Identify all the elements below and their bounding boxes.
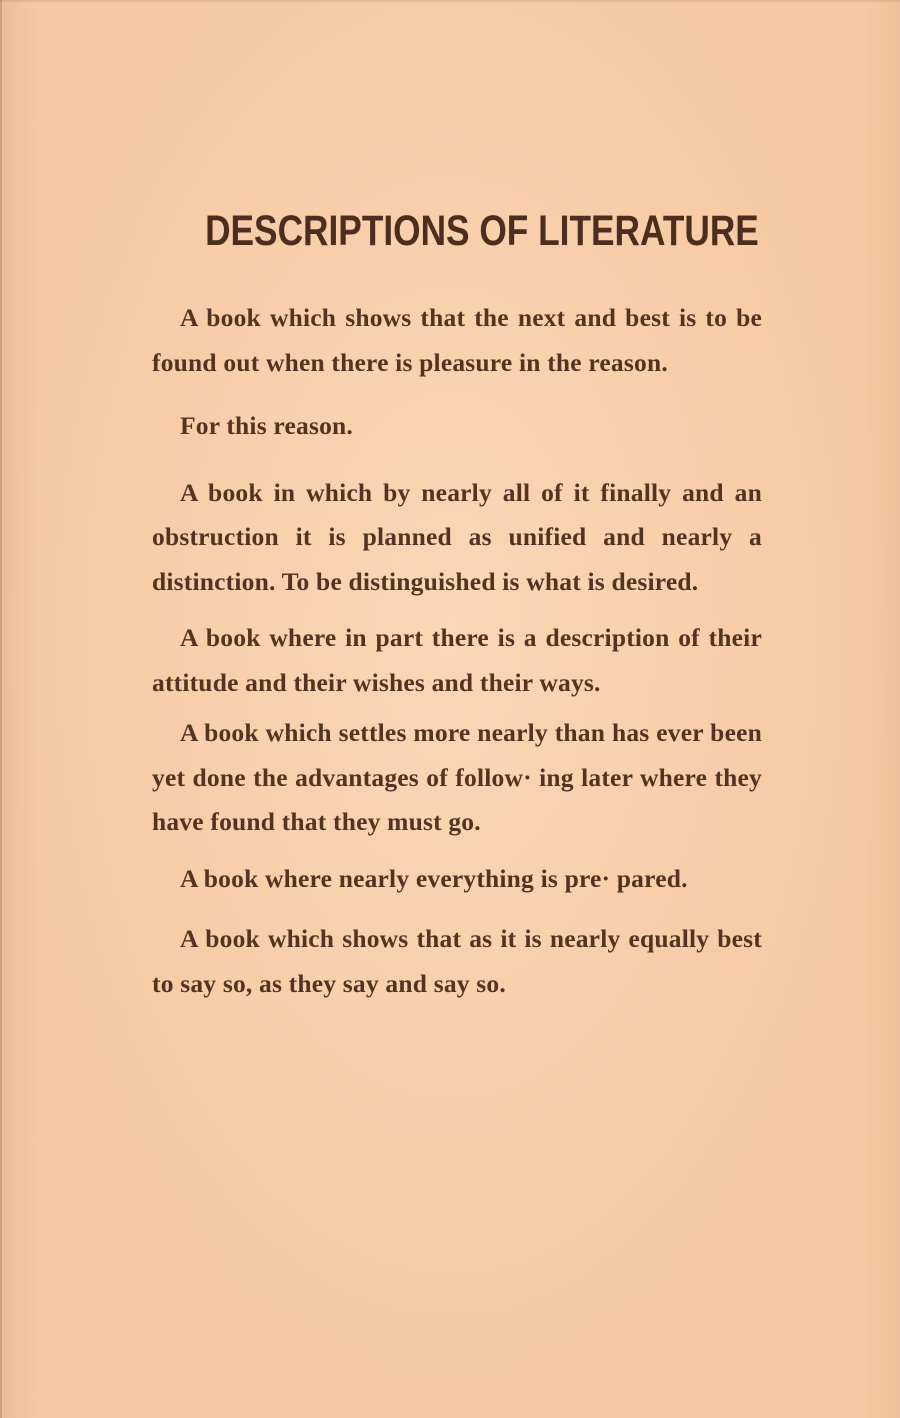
paragraph-5: A book which settles more nearly than has ever been yet done the advantages of follow· ing later where they have found that they must go. <box>152 718 762 836</box>
paragraph-7: A book which shows that as it is nearly equally best to say so, as they say and say so. <box>152 924 762 998</box>
page-edge <box>0 0 2 1418</box>
paragraph-4: A book where in part there is a description of their attitude and their wishes and their ways. <box>152 623 762 697</box>
text-body <box>152 296 762 1025</box>
paragraph-2: For this reason. <box>180 411 353 440</box>
paragraph-1: A book which shows that the next and best is to be found out when there is pleasure in the reason. <box>152 303 762 377</box>
page-title: DESCRIPTIONS OF LITERATURE <box>205 206 759 255</box>
paragraph-6: A book where nearly everything is pre· pared. <box>180 863 688 893</box>
paragraph-3: A book in which by nearly all of it finally and an obstruction it is planned as unified and nearly a distinction. To be distinguished is what is desired. <box>152 477 762 596</box>
page-edge-top <box>0 0 900 2</box>
